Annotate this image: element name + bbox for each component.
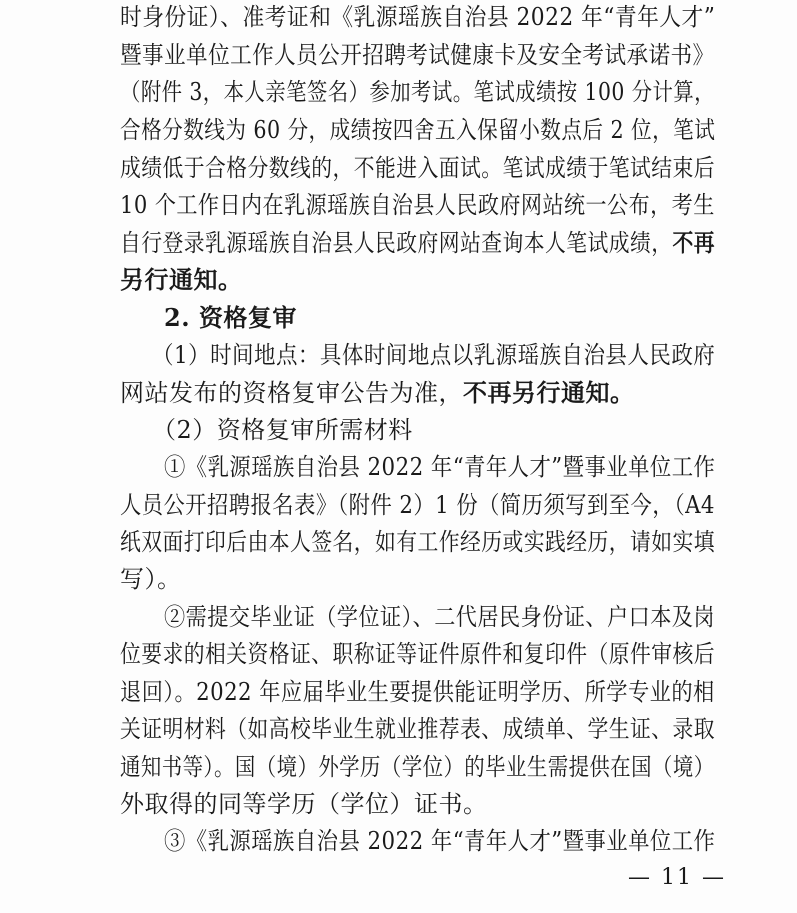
text-line: 网站发布的资格复审公告为准，不再另行通知。 bbox=[120, 378, 635, 407]
emphasis-text: 不再另行通知。 bbox=[463, 378, 635, 407]
text-line: 时身份证）、准考证和《乳源瑶族自治县 2022 年“青年人才” bbox=[120, 3, 716, 31]
text-line: 自行登录乳源瑶族自治县人民政府网站查询本人笔试成绩，不再 bbox=[120, 228, 715, 257]
section-heading-text: 2. 资格复审 bbox=[164, 303, 297, 332]
emphasis-text: 另行通知。 bbox=[120, 265, 243, 294]
text-line: ②需提交毕业证（学位证）、二代居民身份证、户口本及岗 bbox=[164, 603, 715, 631]
text-line: 合格分数线为 60 分，成绩按四舍五入保留小数点后 2 位，笔试 bbox=[120, 116, 716, 144]
text-line: 关证明材料（如高校毕业生就业推荐表、成绩单、学生证、录取 bbox=[120, 715, 715, 743]
text-line: 成绩低于合格分数线的，不能进入面试。笔试成绩于笔试结束后 bbox=[120, 154, 715, 182]
page-number: — 11 — bbox=[628, 865, 726, 890]
text-line: （附件 3，本人亲笔签名）参加考试。笔试成绩按 100 分计算， bbox=[120, 78, 715, 106]
text-line: 通知书等）。国（境）外学历（学位）的毕业生需提供在国（境） bbox=[120, 753, 715, 781]
text-line: 位要求的相关资格证、职称证等证件原件和复印件（原件审核后 bbox=[120, 640, 715, 668]
text-line: 写）。 bbox=[120, 565, 182, 593]
text-line: 暨事业单位工作人员公开招聘考试健康卡及安全考试承诺书》 bbox=[120, 41, 715, 69]
text-line: ①《乳源瑶族自治县 2022 年“青年人才”暨事业单位工作 bbox=[164, 453, 716, 481]
text-line: 10 个工作日内在乳源瑶族自治县人民政府网站统一公布，考生 bbox=[120, 191, 715, 219]
emphasis-text: 不再 bbox=[672, 228, 715, 257]
text-line: （1）时间地点：具体时间地点以乳源瑶族自治县人民政府 bbox=[152, 341, 716, 369]
text-line: 人员公开招聘报名表》（附件 2）1 份（简历须写到至今，（A4 bbox=[120, 491, 715, 519]
text-line bbox=[120, 265, 243, 295]
section-heading bbox=[164, 303, 297, 333]
text-line: （2）资格复审所需材料 bbox=[152, 416, 413, 444]
text-line: 纸双面打印后由本人签名，如有工作经历或实践经历，请如实填 bbox=[120, 528, 715, 556]
text-line: ③《乳源瑶族自治县 2022 年“青年人才”暨事业单位工作 bbox=[164, 827, 716, 855]
text-line: 外取得的同等学历（学位）证书。 bbox=[120, 790, 488, 818]
text-line: 退回）。2022 年应届毕业生要提供能证明学历、所学专业的相 bbox=[120, 678, 715, 706]
